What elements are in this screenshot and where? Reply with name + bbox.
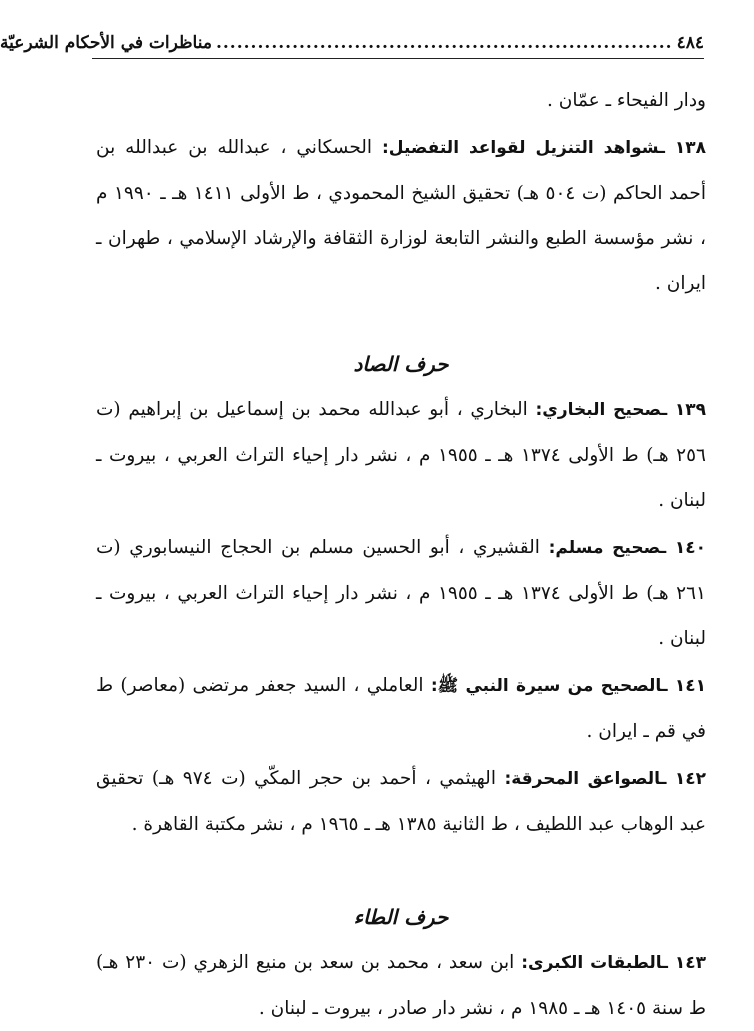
entry-title: الصحيح من سيرة النبي ﷺ: xyxy=(430,676,662,696)
bibliography-entry xyxy=(96,387,706,523)
entry-title: صحيح البخاري: xyxy=(535,400,662,420)
entry-text: البخاري ، أبو عبدالله محمد بن إسماعيل بن إبراهيم (ت ٢٥٦ هـ) ط الأولى ١٣٧٤ هـ ـ ١٩٥٥ م ، نشر دار إحياء التراث العربي ، بيروت ـ لبنان . xyxy=(96,399,706,511)
entry-title: شواهد التنزيل لقواعد التفضيل: xyxy=(381,138,660,158)
entry-title: الطبقات الكبرى: xyxy=(521,953,663,973)
book-title: مناظرات في الأحكام الشرعيّة xyxy=(0,33,212,53)
continuation-text: ودار الفيحاء ـ عمّان . xyxy=(546,90,706,111)
entry-number: ١٣٩ ـ xyxy=(661,400,706,420)
section-spacer xyxy=(96,306,706,342)
entry-text: العاملي ، السيد جعفر مرتضى (معاصر) ط في قم ـ ايران . xyxy=(96,675,706,742)
header-leader-dots: .................................................................. xyxy=(215,33,673,53)
entry-number: ١٤٢ ـ xyxy=(660,769,707,789)
entry-number: ١٤٣ ـ xyxy=(662,953,706,973)
bibliography-entry xyxy=(96,940,706,1031)
section-spacer xyxy=(96,847,706,895)
entry-number: ١٤٠ ـ xyxy=(660,538,706,558)
entry-number: ١٣٨ ـ xyxy=(659,138,706,158)
bibliography-entry xyxy=(96,125,706,306)
running-header xyxy=(0,28,704,59)
bibliography-entry xyxy=(96,525,706,661)
page-number: ٤٨٤ xyxy=(676,33,704,53)
entry-text: ابن سعد ، محمد بن سعد بن منيع الزهري (ت ٢٣٠ هـ) ط سنة ١٤٠٥ هـ ـ ١٩٨٥ م ، نشر دار صادر ، بيروت ـ لبنان . xyxy=(96,952,706,1019)
section-heading: حرف الصاد xyxy=(353,352,449,376)
entry-title: الصواعق المحرقة: xyxy=(504,769,661,789)
entry-text: الهيثمي ، أحمد بن حجر المكّي (ت ٩٧٤ هـ) تحقيق عبد الوهاب عبد اللطيف ، ط الثانية ١٣٨٥ هـ ـ ١٩٦٥ م ، نشر مكتبة القاهرة . xyxy=(96,768,706,835)
entry-number: ١٤١ ـ xyxy=(661,676,706,696)
bibliography-body xyxy=(96,78,706,1031)
bibliography-entry xyxy=(96,756,706,847)
entry-title: صحيح مسلم: xyxy=(548,538,661,558)
entry-text: القشيري ، أبو الحسين مسلم بن الحجاج النيسابوري (ت ٢٦١ هـ) ط الأولى ١٣٧٤ هـ ـ ١٩٥٥ م ، نشر دار إحياء التراث العربي ، بيروت ـ لبنان . xyxy=(96,537,706,649)
entry-text: الحسكاني ، عبدالله بن عبدالله بن أحمد الحاكم (ت ٥٠٤ هـ) تحقيق الشيخ المحمودي ، ط الأولى ١٤١١ هـ ـ ١٩٩٠ م ، نشر مؤسسة الطبع والنشر التابعة لوزارة الثقافة والإرشاد الإسلامي ، طهران ـ ايران . xyxy=(96,137,706,294)
section-heading: حرف الطاء xyxy=(353,905,449,929)
bibliography-entry xyxy=(96,663,706,754)
